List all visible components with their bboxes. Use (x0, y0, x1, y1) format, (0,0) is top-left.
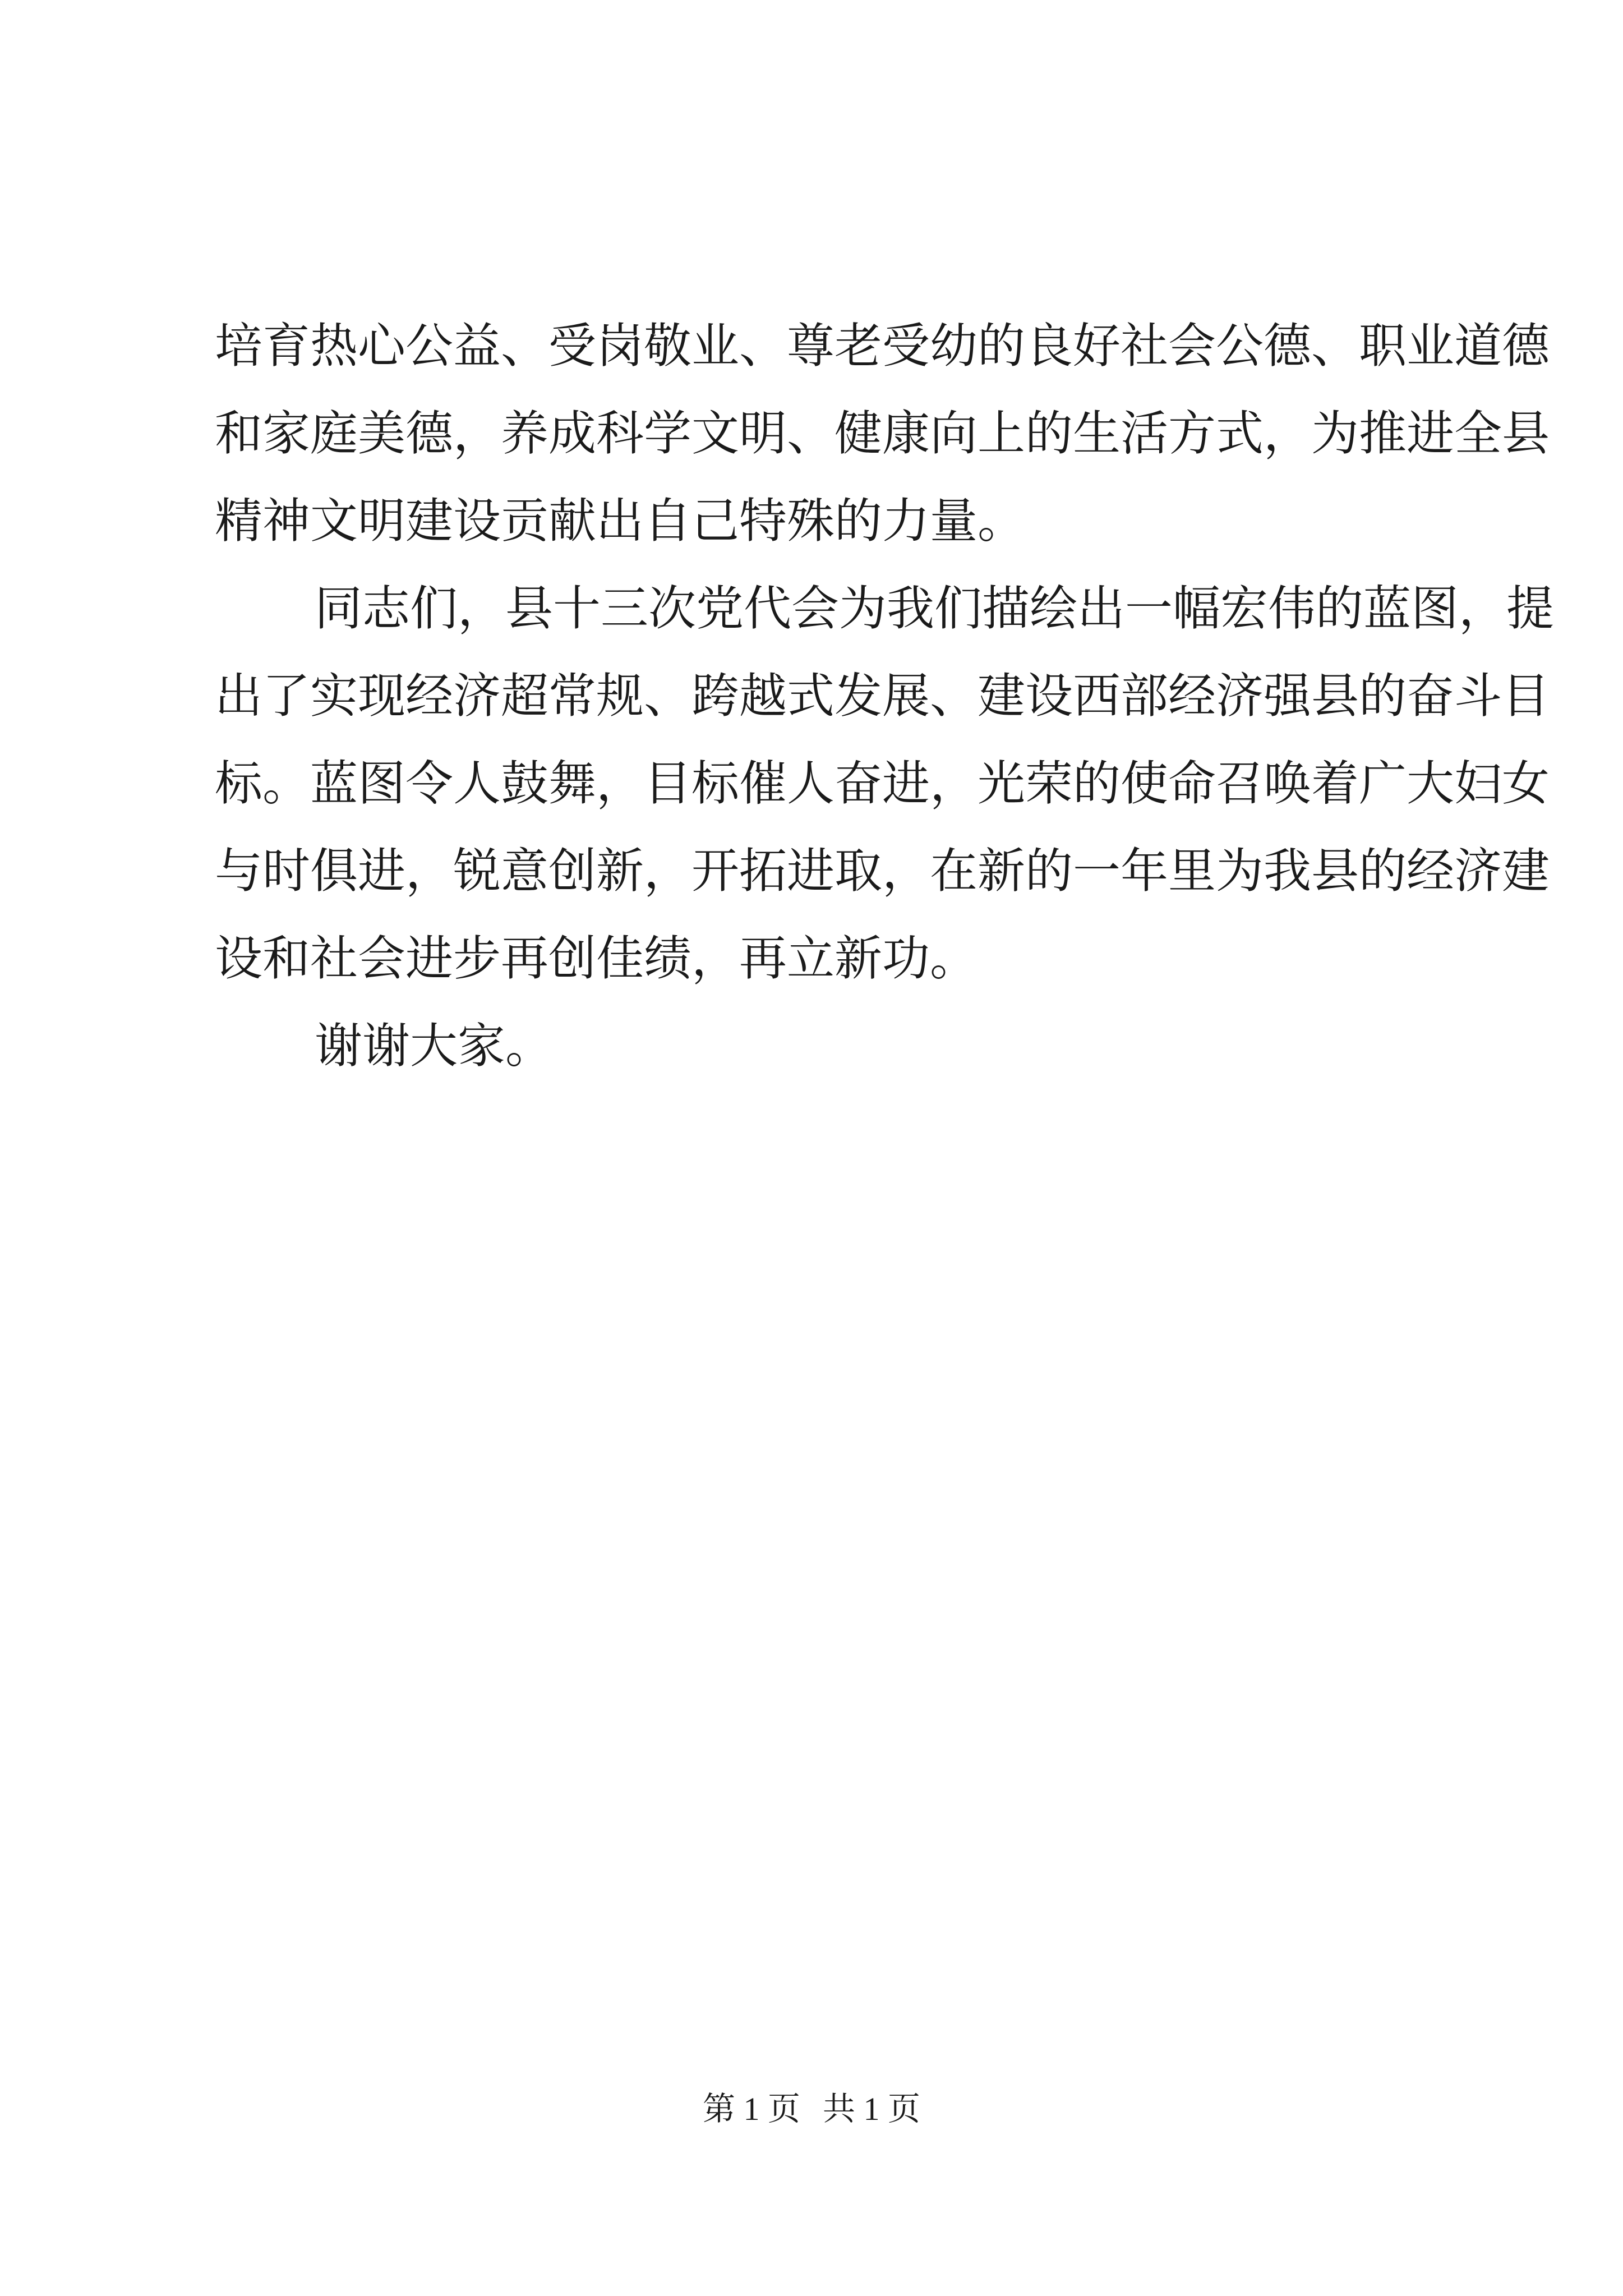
paragraph-line: 和家庭美德，养成科学文明、健康向上的生活方式，为推进全县 (215, 406, 1550, 462)
paragraph-line: 设和社会进步再创佳绩，再立新功。 (215, 931, 978, 987)
paragraph-line: 谢谢大家。 (315, 1019, 554, 1074)
paragraph-line: 同志们，县十三次党代会为我们描绘出一幅宏伟的蓝图，提 (315, 581, 1555, 637)
document-body (215, 303, 1555, 1091)
page-number: 第 1 页 (702, 2091, 800, 2127)
paragraph-line: 精神文明建设贡献出自己特殊的力量。 (215, 494, 1026, 549)
paragraph-line: 与时俱进，锐意创新，开拓进取，在新的一年里为我县的经济建 (215, 844, 1550, 899)
paragraph-line: 出了实现经济超常规、跨越式发展、建设西部经济强县的奋斗目 (215, 669, 1550, 724)
paragraph-line: 培育热心公益、受岗敬业、尊老受幼的良好社会公德、职业道德 (215, 319, 1550, 374)
paragraph-3 (215, 1003, 1426, 1091)
paragraph-line: 标。蓝图令人鼓舞，目标催人奋进，光荣的使命召唤着广大妇女 (215, 756, 1550, 812)
page-total: 共 1 页 (823, 2091, 921, 2127)
paragraph-1 (215, 303, 1550, 565)
paragraph-2 (215, 565, 1555, 1003)
page-footer (0, 2087, 1623, 2132)
